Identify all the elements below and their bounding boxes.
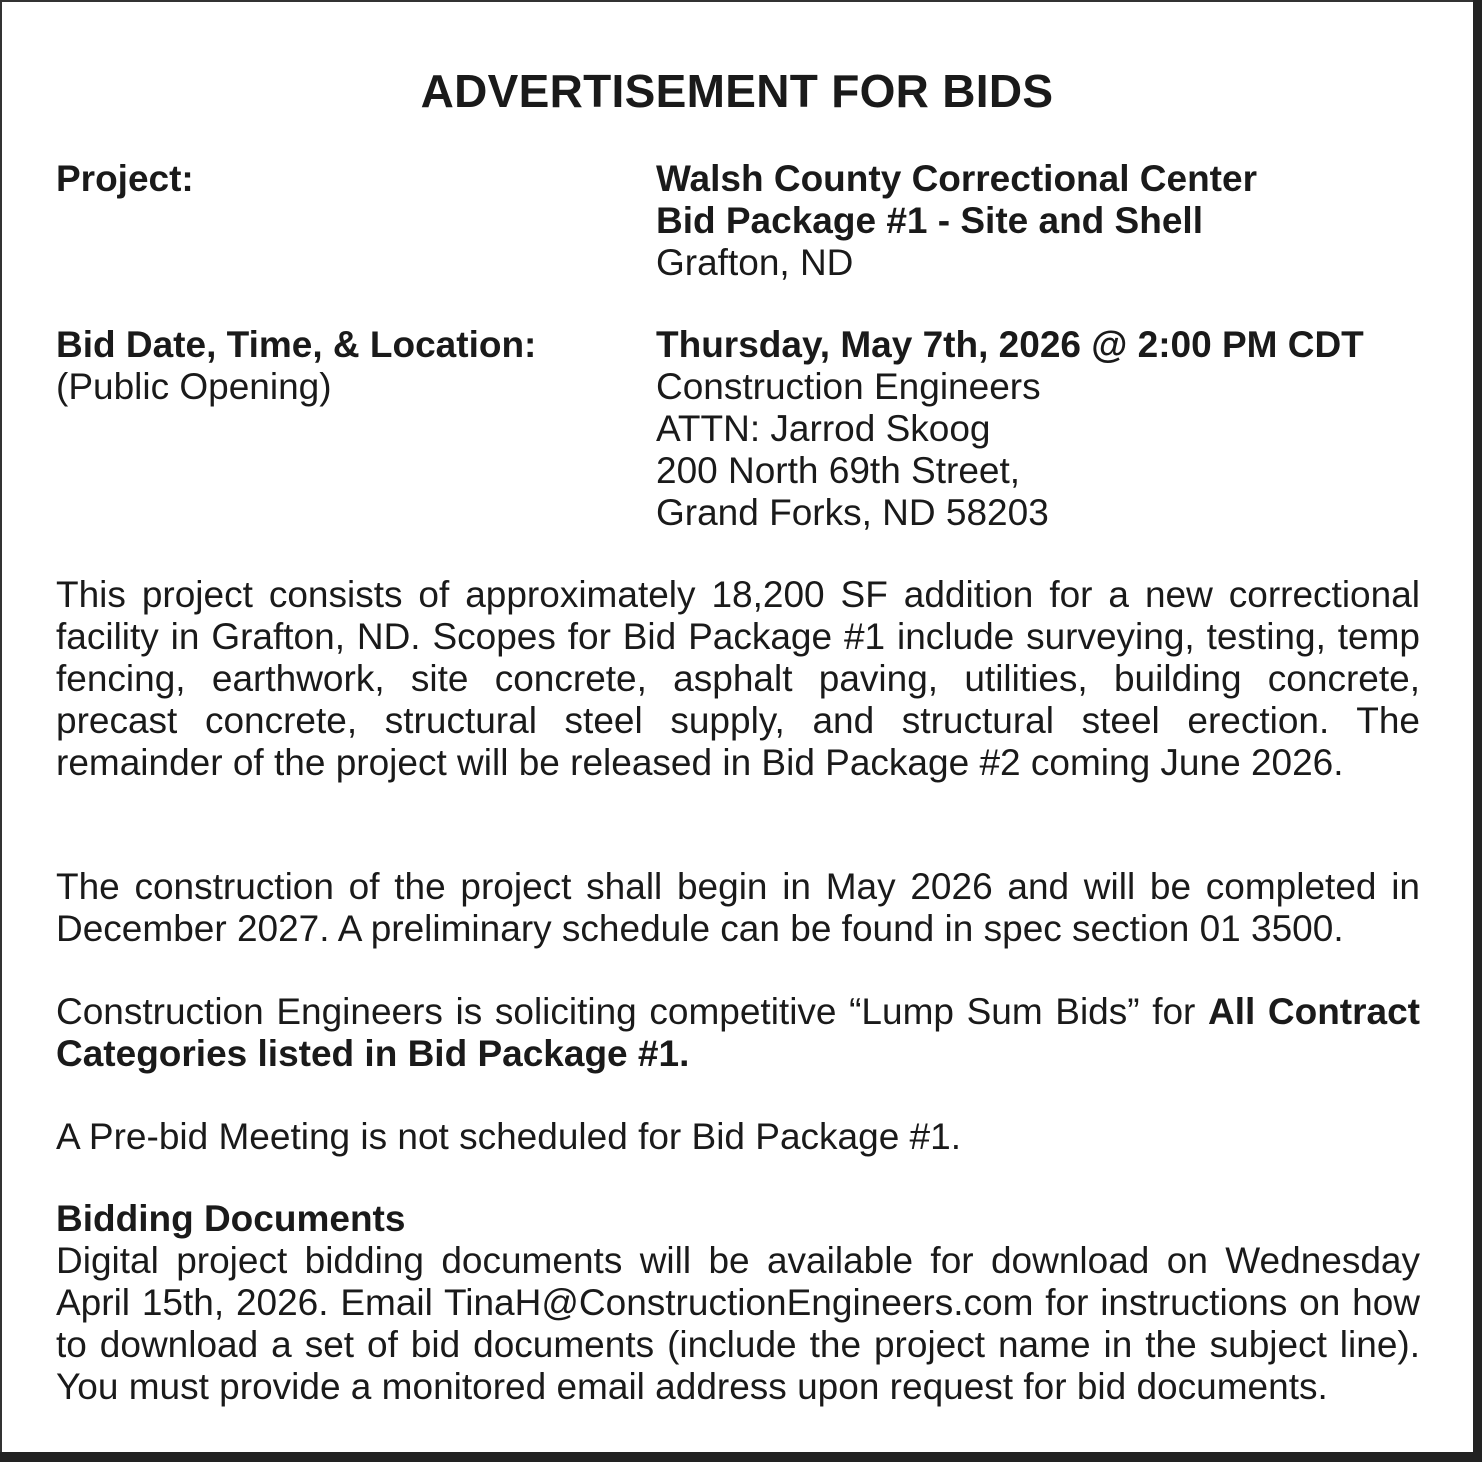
soliciting-bold-text: All Contract Categories listed in Bid Package #1. bbox=[56, 991, 1420, 1074]
bid-org: Construction Engineers bbox=[656, 366, 1041, 407]
bid-label: Bid Date, Time, & Location: bbox=[56, 324, 537, 365]
bid-street: 200 North 69th Street, bbox=[656, 450, 1021, 491]
soliciting-paragraph bbox=[56, 991, 1420, 1075]
bidding-documents-paragraph: Digital project bidding documents will be available for download on Wednesday April 15th, 2026. Email TinaH@ConstructionEngineers.com for instructions on how to download a set of bid documents (include the project name in the subject line). You must provide a monitored email address upon request for bid documents. bbox=[56, 1240, 1420, 1407]
bid-datetime: Thursday, May 7th, 2026 @ 2:00 PM CDT bbox=[656, 324, 1364, 365]
prebid-paragraph: A Pre-bid Meeting is not scheduled for Bid Package #1. bbox=[56, 1116, 961, 1157]
frame-shadow-bottom bbox=[0, 1452, 1482, 1462]
bid-attn: ATTN: Jarrod Skoog bbox=[656, 408, 991, 449]
bid-city: Grand Forks, ND 58203 bbox=[656, 492, 1049, 533]
scope-paragraph: This project consists of approximately 18,200 SF addition for a new correctional facility in Grafton, ND. Scopes for Bid Package #1 include surveying, testing, temp fencing, earthwork, site concrete, asphalt paving, utilities, building concrete, precast concrete, structural steel supply, and structural steel erection. The remainder of the project will be released in Bid Package #2 coming June 2026. bbox=[56, 574, 1420, 783]
project-name: Walsh County Correctional Center bbox=[656, 158, 1257, 199]
page-title: ADVERTISEMENT FOR BIDS bbox=[420, 65, 1054, 117]
project-package: Bid Package #1 - Site and Shell bbox=[656, 200, 1203, 241]
project-label: Project: bbox=[56, 158, 194, 199]
bid-sublabel: (Public Opening) bbox=[56, 366, 332, 407]
soliciting-text: Construction Engineers is soliciting competitive “Lump Sum Bids” for bbox=[56, 991, 1208, 1032]
frame-shadow-right bbox=[1473, 0, 1482, 1462]
bidding-documents-heading: Bidding Documents bbox=[56, 1198, 406, 1239]
schedule-paragraph: The construction of the project shall begin in May 2026 and will be completed in December 2027. A preliminary schedule can be found in spec section 01 3500. bbox=[56, 866, 1420, 949]
project-location: Grafton, ND bbox=[656, 242, 854, 283]
